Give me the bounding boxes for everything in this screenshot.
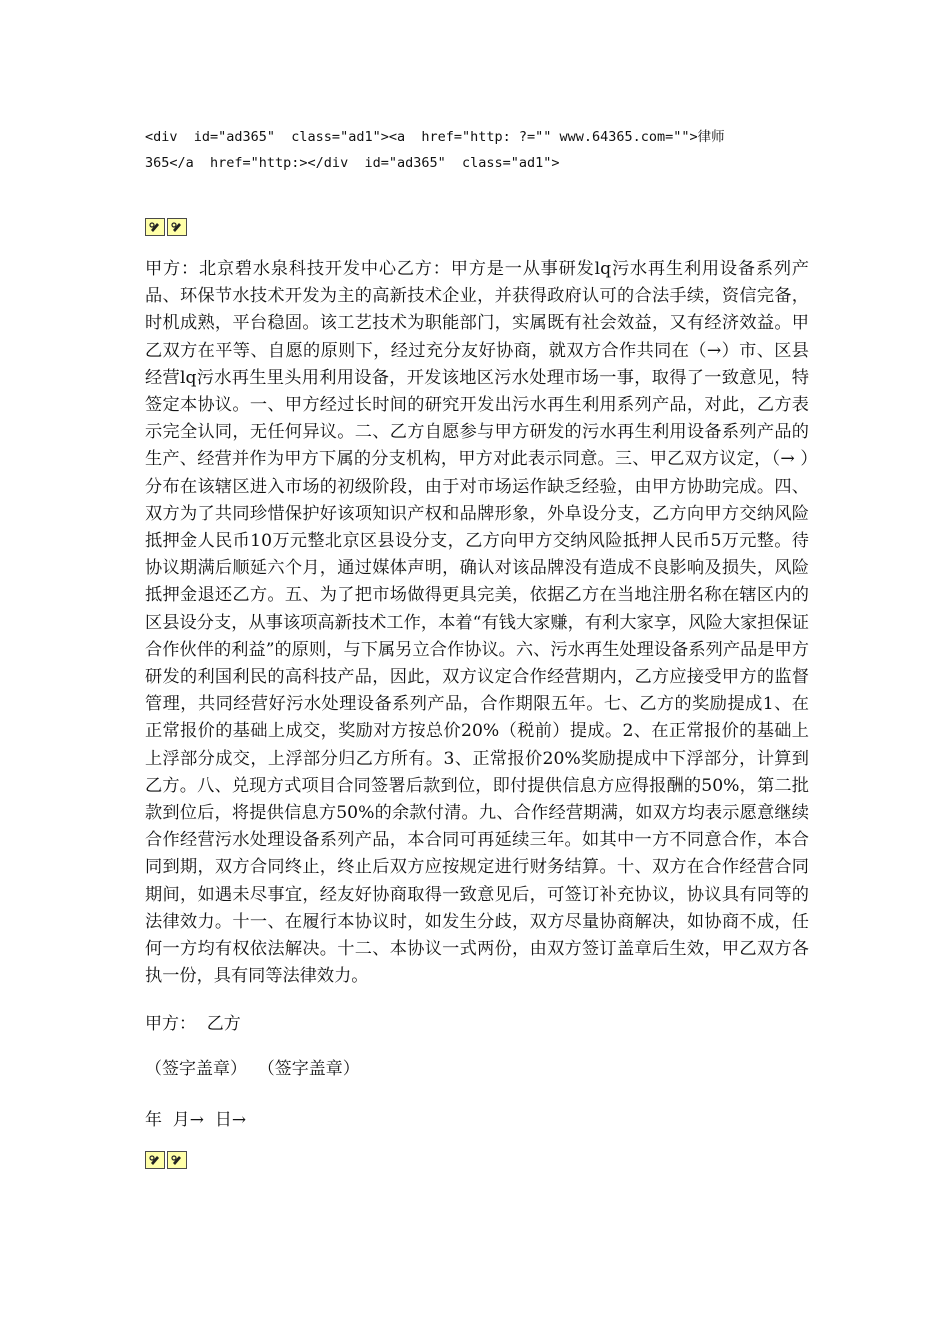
top-icon-group <box>145 218 187 236</box>
header-code-line-2: 365</a href="http:></div id="ad365" class="ad1"> <box>145 155 560 171</box>
edit-icon[interactable] <box>167 218 187 236</box>
edit-icon[interactable] <box>167 1151 187 1169</box>
signature-date: 年 月→ 日→ <box>145 1110 247 1130</box>
edit-icon[interactable] <box>145 1151 165 1169</box>
signature-seals: （签字盖章） （签字盖章） <box>145 1059 360 1079</box>
header-code-line-1: <div id="ad365" class="ad1"><a href="http: ?="" www.64365.com="">律师 <box>145 129 725 145</box>
edit-icon[interactable] <box>145 218 165 236</box>
signature-parties: 甲方： 乙方 <box>145 1014 241 1034</box>
bottom-icon-group <box>145 1151 187 1169</box>
agreement-body: 甲方：北京碧水泉科技开发中心乙方：甲方是一从事研发lq污水再生利用设备系列产品、环保节水技术开发为主的高新技术企业，并获得政府认可的合法手续，资信完备，时机成熟，平台稳固。该工艺技术为职能部门，实属既有社会效益，又有经济效益。甲乙双方在平等、自愿的原则下，经过充分友好协商，就双方合作共同在（→）市、区县经营lq污水再生里头用利用设备，开发该地区污水处理市场一事，取得了一致意见，特签定本协议。一、甲方经过长时间的研究开发出污水再生利用系列产品，对此，乙方表示完全认同，无任何异议。二、乙方自愿参与甲方研发的污水再生利用设备系列产品的生产、经营并作为甲方下属的分支机构，甲方对此表示同意。三、甲乙双方议定，（→ ）分布在该辖区进入市场的初级阶段，由于对市场运作缺乏经验，由甲方协助完成。四、双方为了共同珍惜保护好该项知识产权和品牌形象，外阜设分支，乙方向甲方交纳风险抵押金人民币10万元整北京区县设分支，乙方向甲方交纳风险抵押人民币5万元整。待协议期满后顺延六个月，通过媒体声明，确认对该品牌没有造成不良影响及损失，风险抵押金退还乙方。五、为了把市场做得更具完美，依据乙方在当地注册名称在辖区内的区县设分支，从事该项高新技术工作，本着“有钱大家赚，有利大家享，风险大家担保证合作伙伴的利益”的原则，与下属另立合作协议。六、污水再生处理设备系列产品是甲方研发的利国利民的高科技产品，因此，双方议定合作经营期内，乙方应接受甲方的监督管理，共同经营好污水处理设备系列产品，合作期限五年。七、乙方的奖励提成1、在正常报价的基础上成交，奖励对方按总价20%（税前）提成。2、在正常报价的基础上上浮部分成交，上浮部分归乙方所有。3、正常报价20%奖励提成中下浮部分，计算到乙方。八、兑现方式项目合同签署后款到位，即付提供信息方应得报酬的50%，第二批款到位后，将提供信息方50%的余款付清。九、合作经营期满，如双方均表示愿意继续合作经营污水处理设备系列产品，本合同可再延续三年。如其中一方不同意合作，本合同到期，双方合同终止，终止后双方应按规定进行财务结算。十、双方在合作经营合同期间，如遇未尽事宜，经友好协商取得一致意见后，可签订补充协议，协议具有同等的法律效力。十一、在履行本协议时，如发生分歧，双方尽量协商解决，如协商不成，任何一方均有权依法解决。十二、本协议一式两份，由双方签订盖章后生效，甲乙双方各执一份，具有同等法律效力。 <box>145 259 809 987</box>
